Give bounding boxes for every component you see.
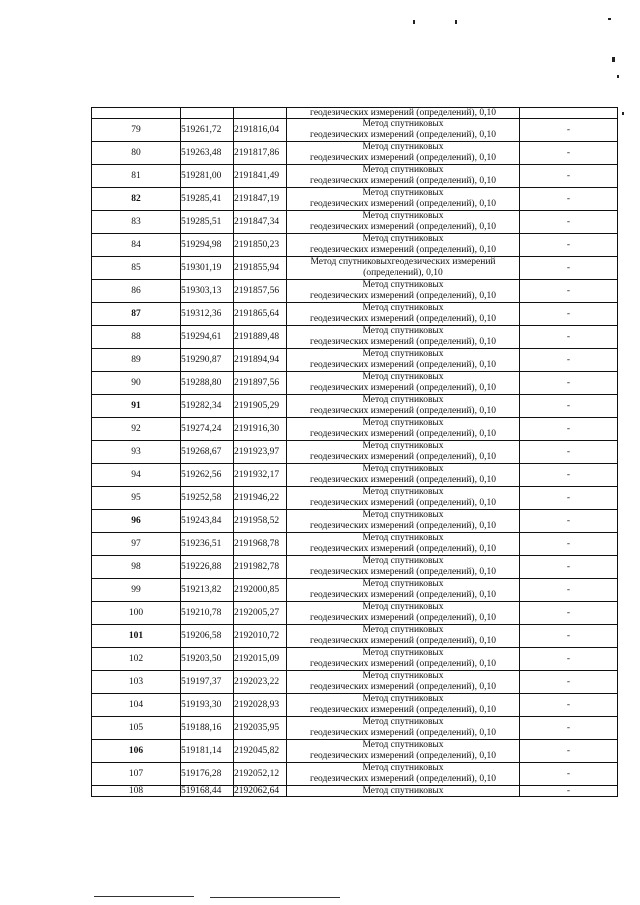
y-coordinate: 2192015,09 bbox=[234, 648, 287, 671]
method-cell bbox=[287, 487, 520, 510]
method-line-1: Метод спутниковых bbox=[362, 717, 444, 727]
y-coordinate: 2192010,72 bbox=[234, 625, 287, 648]
method-line-2: геодезических измерений (определений), 0,10 bbox=[310, 498, 496, 508]
y-coordinate: 2191982,78 bbox=[234, 556, 287, 579]
method-line-2: геодезических измерений (определений), 0,10 bbox=[310, 636, 496, 646]
point-number: 96 bbox=[92, 510, 181, 533]
method-line-1: Метод спутниковых bbox=[362, 763, 444, 773]
method-cell bbox=[287, 395, 520, 418]
point-number: 97 bbox=[92, 533, 181, 556]
point-number: 99 bbox=[92, 579, 181, 602]
method-cell bbox=[287, 625, 520, 648]
accuracy-cell: - bbox=[520, 372, 618, 395]
method-cell bbox=[287, 280, 520, 303]
method-line-2: геодезических измерений (определений), 0,10 bbox=[310, 176, 496, 186]
scan-mark bbox=[617, 75, 619, 78]
y-coordinate: 2191855,94 bbox=[234, 257, 287, 280]
x-coordinate: 519193,30 bbox=[181, 694, 234, 717]
table-row bbox=[92, 280, 618, 303]
table-cell bbox=[234, 108, 287, 119]
table-row bbox=[92, 234, 618, 257]
method-line-1: Метод спутниковых bbox=[362, 510, 444, 520]
y-coordinate: 2191932,17 bbox=[234, 464, 287, 487]
method-line-2: геодезических измерений (определений), 0,10 bbox=[310, 245, 496, 255]
accuracy-cell: - bbox=[520, 188, 618, 211]
method-line-1: Метод спутниковыхгеодезических измерений bbox=[310, 257, 496, 267]
scan-mark bbox=[608, 18, 611, 20]
method-line-1: Метод спутниковых bbox=[362, 119, 444, 129]
table-row bbox=[92, 257, 618, 280]
y-coordinate: 2191946,22 bbox=[234, 487, 287, 510]
method-line-1: Метод спутниковых bbox=[362, 349, 444, 359]
method-line-2: геодезических измерений (определений), 0,10 bbox=[310, 567, 496, 577]
x-coordinate: 519210,78 bbox=[181, 602, 234, 625]
y-coordinate: 2191857,56 bbox=[234, 280, 287, 303]
method-cell bbox=[287, 441, 520, 464]
table-row bbox=[92, 510, 618, 533]
y-coordinate: 2191850,23 bbox=[234, 234, 287, 257]
table-row bbox=[92, 372, 618, 395]
point-number: 101 bbox=[92, 625, 181, 648]
table-row bbox=[92, 464, 618, 487]
table-row bbox=[92, 119, 618, 142]
point-number: 103 bbox=[92, 671, 181, 694]
method-line-2: геодезических измерений (определений), 0,10 bbox=[310, 314, 496, 324]
accuracy-cell: - bbox=[520, 648, 618, 671]
method-line-2: геодезических измерений (определений), 0,10 bbox=[310, 705, 496, 715]
point-number: 91 bbox=[92, 395, 181, 418]
x-coordinate: 519282,34 bbox=[181, 395, 234, 418]
method-cell bbox=[287, 303, 520, 326]
method-line-2: геодезических измерений (определений), 0,10 bbox=[310, 291, 496, 301]
method-line-2: геодезических измерений (определений), 0,10 bbox=[310, 682, 496, 692]
y-coordinate: 2191923,97 bbox=[234, 441, 287, 464]
point-number: 94 bbox=[92, 464, 181, 487]
method-line-1: Метод спутниковых bbox=[362, 234, 444, 244]
y-coordinate: 2191847,34 bbox=[234, 211, 287, 234]
table-row bbox=[92, 648, 618, 671]
method-cell bbox=[287, 326, 520, 349]
method-cell bbox=[287, 556, 520, 579]
method-line-2: геодезических измерений (определений), 0,10 bbox=[310, 751, 496, 761]
method-line-1: Метод спутниковых bbox=[362, 303, 444, 313]
method-line-2: геодезических измерений (определений), 0,10 bbox=[310, 222, 496, 232]
point-number: 84 bbox=[92, 234, 181, 257]
method-line-2: геодезических измерений (определений), 0,10 bbox=[310, 337, 496, 347]
scan-mark bbox=[413, 20, 415, 24]
method-line-2: геодезических измерений (определений), 0,10 bbox=[310, 130, 496, 140]
table-row bbox=[92, 579, 618, 602]
x-coordinate: 519168,44 bbox=[181, 786, 234, 797]
y-coordinate: 2191958,52 bbox=[234, 510, 287, 533]
method-cell bbox=[287, 648, 520, 671]
y-coordinate: 2191847,19 bbox=[234, 188, 287, 211]
x-coordinate: 519281,00 bbox=[181, 165, 234, 188]
table-row bbox=[92, 303, 618, 326]
method-line-1: Метод спутниковых bbox=[362, 694, 444, 704]
method-line-2: геодезических измерений (определений), 0,10 bbox=[310, 475, 496, 485]
x-coordinate: 519197,37 bbox=[181, 671, 234, 694]
method-cell bbox=[287, 211, 520, 234]
method-line-2: геодезических измерений (определений), 0,10 bbox=[310, 774, 496, 784]
point-number: 92 bbox=[92, 418, 181, 441]
table-row bbox=[92, 211, 618, 234]
method-cell bbox=[287, 602, 520, 625]
y-coordinate: 2192028,93 bbox=[234, 694, 287, 717]
y-coordinate: 2191894,94 bbox=[234, 349, 287, 372]
y-coordinate: 2191841,49 bbox=[234, 165, 287, 188]
y-coordinate: 2192023,22 bbox=[234, 671, 287, 694]
method-cell: Метод спутниковых bbox=[287, 786, 520, 797]
method-line-1: Метод спутниковых bbox=[362, 533, 444, 543]
x-coordinate: 519262,56 bbox=[181, 464, 234, 487]
table-row bbox=[92, 108, 618, 119]
table-row bbox=[92, 533, 618, 556]
method-line-1: Метод спутниковых bbox=[362, 579, 444, 589]
table-row bbox=[92, 441, 618, 464]
method-line-1: Метод спутниковых bbox=[362, 372, 444, 382]
method-line-2: геодезических измерений (определений), 0,10 bbox=[310, 153, 496, 163]
point-number: 106 bbox=[92, 740, 181, 763]
accuracy-cell: - bbox=[520, 303, 618, 326]
method-line-1: Метод спутниковых bbox=[362, 441, 444, 451]
method-line-1: Метод спутниковых bbox=[362, 648, 444, 658]
method-cell bbox=[287, 234, 520, 257]
x-coordinate: 519181,14 bbox=[181, 740, 234, 763]
y-coordinate: 2191889,48 bbox=[234, 326, 287, 349]
accuracy-cell: - bbox=[520, 234, 618, 257]
method-cell bbox=[287, 510, 520, 533]
accuracy-cell: - bbox=[520, 510, 618, 533]
method-line-1: Метод спутниковых bbox=[362, 740, 444, 750]
point-number: 82 bbox=[92, 188, 181, 211]
point-number: 90 bbox=[92, 372, 181, 395]
footer-line bbox=[94, 896, 194, 897]
x-coordinate: 519261,72 bbox=[181, 119, 234, 142]
table-row bbox=[92, 326, 618, 349]
method-line-2: геодезических измерений (определений), 0,10 bbox=[310, 521, 496, 531]
table-row bbox=[92, 740, 618, 763]
method-line-1: Метод спутниковых bbox=[362, 625, 444, 635]
x-coordinate: 519303,13 bbox=[181, 280, 234, 303]
accuracy-cell: - bbox=[520, 579, 618, 602]
accuracy-cell: - bbox=[520, 349, 618, 372]
y-coordinate: 2191968,78 bbox=[234, 533, 287, 556]
y-coordinate: 2191816,04 bbox=[234, 119, 287, 142]
point-number: 95 bbox=[92, 487, 181, 510]
point-number: 98 bbox=[92, 556, 181, 579]
method-line-2: геодезических измерений (определений), 0,10 bbox=[310, 383, 496, 393]
method-line-2: геодезических измерений (определений), 0,10 bbox=[310, 544, 496, 554]
accuracy-cell: - bbox=[520, 786, 618, 797]
point-number: 105 bbox=[92, 717, 181, 740]
method-cell bbox=[287, 579, 520, 602]
accuracy-cell: - bbox=[520, 441, 618, 464]
x-coordinate: 519236,51 bbox=[181, 533, 234, 556]
method-cell bbox=[287, 188, 520, 211]
table-row bbox=[92, 418, 618, 441]
y-coordinate: 2192000,85 bbox=[234, 579, 287, 602]
accuracy-cell: - bbox=[520, 602, 618, 625]
x-coordinate: 519188,16 bbox=[181, 717, 234, 740]
x-coordinate: 519263,48 bbox=[181, 142, 234, 165]
x-coordinate: 519268,67 bbox=[181, 441, 234, 464]
x-coordinate: 519285,41 bbox=[181, 188, 234, 211]
method-line-2: геодезических измерений (определений), 0,10 bbox=[310, 406, 496, 416]
accuracy-cell: - bbox=[520, 119, 618, 142]
x-coordinate: 519294,61 bbox=[181, 326, 234, 349]
accuracy-cell: - bbox=[520, 717, 618, 740]
method-cell bbox=[287, 464, 520, 487]
table-row bbox=[92, 165, 618, 188]
method-line-1: Метод спутниковых bbox=[362, 602, 444, 612]
point-number: 102 bbox=[92, 648, 181, 671]
method-cell bbox=[287, 763, 520, 786]
method-line-2: (определений), 0,10 bbox=[363, 268, 443, 278]
y-coordinate: 2192035,95 bbox=[234, 717, 287, 740]
method-cell bbox=[287, 142, 520, 165]
method-cell bbox=[287, 717, 520, 740]
point-number: 104 bbox=[92, 694, 181, 717]
accuracy-cell: - bbox=[520, 395, 618, 418]
y-coordinate: 2191916,30 bbox=[234, 418, 287, 441]
method-line-2: геодезических измерений (определений), 0,10 bbox=[310, 728, 496, 738]
point-number: 85 bbox=[92, 257, 181, 280]
x-coordinate: 519226,88 bbox=[181, 556, 234, 579]
table-row bbox=[92, 188, 618, 211]
table-row bbox=[92, 349, 618, 372]
method-cell bbox=[287, 257, 520, 280]
table-cell bbox=[181, 108, 234, 119]
table-row bbox=[92, 142, 618, 165]
method-line-2: геодезических измерений (определений), 0,10 bbox=[310, 613, 496, 623]
accuracy-cell: - bbox=[520, 257, 618, 280]
method-line-1: Метод спутниковых bbox=[362, 671, 444, 681]
y-coordinate: 2192062,64 bbox=[234, 786, 287, 797]
accuracy-cell: - bbox=[520, 694, 618, 717]
scan-mark bbox=[622, 112, 624, 115]
accuracy-cell: - bbox=[520, 740, 618, 763]
x-coordinate: 519294,98 bbox=[181, 234, 234, 257]
method-line-1: Метод спутниковых bbox=[362, 556, 444, 566]
point-number: 108 bbox=[92, 786, 181, 797]
method-cell bbox=[287, 694, 520, 717]
point-number: 89 bbox=[92, 349, 181, 372]
accuracy-cell: - bbox=[520, 165, 618, 188]
y-coordinate: 2192052,12 bbox=[234, 763, 287, 786]
point-number: 81 bbox=[92, 165, 181, 188]
method-line-1: Метод спутниковых bbox=[362, 487, 444, 497]
point-number: 83 bbox=[92, 211, 181, 234]
point-number: 86 bbox=[92, 280, 181, 303]
table-cell bbox=[520, 108, 618, 119]
method-line-1: Метод спутниковых bbox=[362, 142, 444, 152]
method-line-1: Метод спутниковых bbox=[362, 188, 444, 198]
x-coordinate: 519213,82 bbox=[181, 579, 234, 602]
x-coordinate: 519312,36 bbox=[181, 303, 234, 326]
method-line-2: геодезических измерений (определений), 0,10 bbox=[310, 659, 496, 669]
method-cell bbox=[287, 349, 520, 372]
x-coordinate: 519301,19 bbox=[181, 257, 234, 280]
table-row bbox=[92, 556, 618, 579]
accuracy-cell: - bbox=[520, 556, 618, 579]
method-line-1: Метод спутниковых bbox=[362, 418, 444, 428]
point-number: 87 bbox=[92, 303, 181, 326]
x-coordinate: 519274,24 bbox=[181, 418, 234, 441]
method-cell bbox=[287, 418, 520, 441]
table-cell bbox=[92, 108, 181, 119]
y-coordinate: 2191905,29 bbox=[234, 395, 287, 418]
table-row bbox=[92, 625, 618, 648]
coordinates-table bbox=[91, 107, 618, 797]
footer-line bbox=[210, 897, 340, 898]
scan-mark bbox=[612, 57, 615, 62]
method-line-1: Метод спутниковых bbox=[362, 211, 444, 221]
accuracy-cell: - bbox=[520, 671, 618, 694]
y-coordinate: 2191865,64 bbox=[234, 303, 287, 326]
accuracy-cell: - bbox=[520, 625, 618, 648]
x-coordinate: 519252,58 bbox=[181, 487, 234, 510]
method-line-2: геодезических измерений (определений), 0,10 bbox=[310, 199, 496, 209]
y-coordinate: 2192005,27 bbox=[234, 602, 287, 625]
accuracy-cell: - bbox=[520, 211, 618, 234]
accuracy-cell: - bbox=[520, 418, 618, 441]
accuracy-cell: - bbox=[520, 533, 618, 556]
x-coordinate: 519206,58 bbox=[181, 625, 234, 648]
table-row bbox=[92, 602, 618, 625]
method-line-1: Метод спутниковых bbox=[362, 165, 444, 175]
x-coordinate: 519290,87 bbox=[181, 349, 234, 372]
method-line-1: Метод спутниковых bbox=[362, 395, 444, 405]
x-coordinate: 519243,84 bbox=[181, 510, 234, 533]
x-coordinate: 519285,51 bbox=[181, 211, 234, 234]
x-coordinate: 519203,50 bbox=[181, 648, 234, 671]
y-coordinate: 2192045,82 bbox=[234, 740, 287, 763]
table-row bbox=[92, 786, 618, 797]
table-row bbox=[92, 395, 618, 418]
method-line-2: геодезических измерений (определений), 0,10 bbox=[310, 429, 496, 439]
method-cell bbox=[287, 372, 520, 395]
method-cell bbox=[287, 533, 520, 556]
point-number: 93 bbox=[92, 441, 181, 464]
method-line-1: Метод спутниковых bbox=[362, 464, 444, 474]
table-row bbox=[92, 717, 618, 740]
point-number: 100 bbox=[92, 602, 181, 625]
method-cell bbox=[287, 119, 520, 142]
accuracy-cell: - bbox=[520, 142, 618, 165]
table-row bbox=[92, 694, 618, 717]
accuracy-cell: - bbox=[520, 280, 618, 303]
x-coordinate: 519176,28 bbox=[181, 763, 234, 786]
accuracy-cell: - bbox=[520, 763, 618, 786]
scan-mark bbox=[455, 20, 457, 24]
table-row bbox=[92, 671, 618, 694]
x-coordinate: 519288,80 bbox=[181, 372, 234, 395]
method-line-1: Метод спутниковых bbox=[362, 280, 444, 290]
method-cell: геодезических измерений (определений), 0,10 bbox=[287, 108, 520, 119]
accuracy-cell: - bbox=[520, 487, 618, 510]
method-line-2: геодезических измерений (определений), 0,10 bbox=[310, 360, 496, 370]
point-number: 80 bbox=[92, 142, 181, 165]
method-line-2: геодезических измерений (определений), 0,10 bbox=[310, 590, 496, 600]
table-row bbox=[92, 763, 618, 786]
method-cell bbox=[287, 740, 520, 763]
point-number: 79 bbox=[92, 119, 181, 142]
y-coordinate: 2191817,86 bbox=[234, 142, 287, 165]
y-coordinate: 2191897,56 bbox=[234, 372, 287, 395]
method-cell bbox=[287, 165, 520, 188]
point-number: 88 bbox=[92, 326, 181, 349]
point-number: 107 bbox=[92, 763, 181, 786]
method-line-1: Метод спутниковых bbox=[362, 326, 444, 336]
accuracy-cell: - bbox=[520, 464, 618, 487]
method-cell bbox=[287, 671, 520, 694]
accuracy-cell: - bbox=[520, 326, 618, 349]
method-line-2: геодезических измерений (определений), 0,10 bbox=[310, 452, 496, 462]
table-row bbox=[92, 487, 618, 510]
